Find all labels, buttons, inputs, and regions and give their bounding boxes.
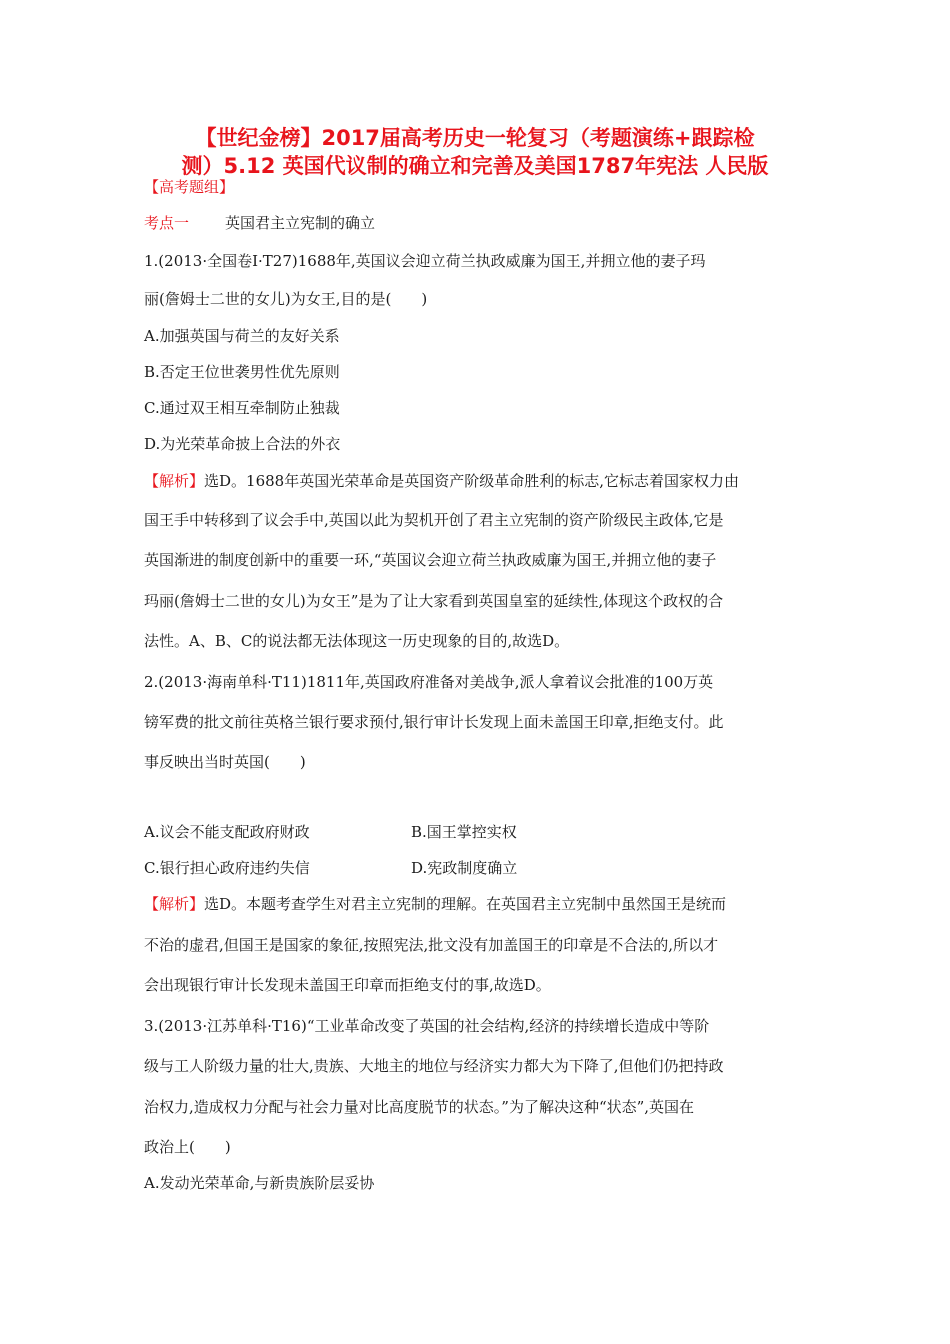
q3-stem-line-1: 3.(2013·江苏单科·T16)“工业革命改变了英国的社会结构,经济的持续增长造成中等阶 (144, 1017, 710, 1035)
q2-stem-line-2: 镑军费的批文前往英格兰银行要求预付,银行审计长发现上面未盖国王印章,拒绝支付。此 (144, 713, 724, 731)
a2-line-1 (144, 893, 726, 914)
q2-option-d: D.宪政制度确立 (411, 859, 518, 877)
analysis-tag: 【解析】 (144, 895, 205, 913)
a1-line-2: 国王手中转移到了议会手中,英国以此为契机开创了君主立宪制的资产阶级民主政体,它是 (144, 511, 724, 529)
q2-option-b: B.国王掌控实权 (411, 823, 517, 841)
section-heading: 【高考题组】 (144, 178, 235, 196)
q2-stem-line-1: 2.(2013·海南单科·T11)1811年,英国政府准备对美战争,派人拿着议会批准的100万英 (144, 673, 714, 691)
a2-text: 选D。本题考查学生对君主立宪制的理解。在英国君主立宪制中虽然国王是统而 (204, 895, 727, 913)
a1-line-3: 英国渐进的制度创新中的重要一环,“英国议会迎立荷兰执政威廉为国王,并拥立他的妻子 (144, 551, 717, 569)
title-line-1: 【世纪金榜】2017届高考历史一轮复习（考题演练+跟踪检 (195, 126, 755, 150)
q1-option-c: C.通过双王相互牵制防止独裁 (144, 399, 340, 417)
a1-line-4: 玛丽(詹姆士二世的女儿)为女王”是为了让大家看到英国皇室的延续性,体现这个政权的合 (144, 592, 724, 610)
q2-option-c: C.银行担心政府违约失信 (144, 859, 310, 877)
q1-stem-line-2: 丽(詹姆士二世的女儿)为女王,目的是( ) (144, 290, 428, 308)
q3-option-a: A.发动光荣革命,与新贵族阶层妥协 (144, 1174, 375, 1192)
a1-text: 选D。1688年英国光荣革命是英国资产阶级革命胜利的标志,它标志着国家权力由 (204, 472, 739, 490)
a2-line-2: 不治的虚君,但国王是国家的象征,按照宪法,批文没有加盖国王的印章是不合法的,所以才 (144, 936, 719, 954)
q1-option-a: A.加强英国与荷兰的友好关系 (144, 327, 340, 345)
title-line-2: 测）5.12 英国代议制的确立和完善及美国1787年宪法 人民版 (181, 154, 769, 178)
q1-option-d: D.为光荣革命披上合法的外衣 (144, 435, 341, 453)
q1-option-b: B.否定王位世袭男性优先原则 (144, 363, 340, 381)
q1-stem-line-1: 1.(2013·全国卷Ⅰ·T27)1688年,英国议会迎立荷兰执政威廉为国王,并拥立他的妻子玛 (144, 252, 706, 270)
kaodian-text: 英国君主立宪制的确立 (225, 214, 376, 232)
a1-line-5: 法性。A、B、C的说法都无法体现这一历史现象的目的,故选D。 (144, 632, 570, 650)
q3-stem-line-3: 治权力,造成权力分配与社会力量对比高度脱节的状态。”为了解决这种“状态”,英国在 (144, 1098, 695, 1116)
q3-stem-line-4: 政治上( ) (144, 1138, 231, 1156)
document-title (120, 124, 830, 180)
a2-line-3: 会出现银行审计长发现未盖国王印章而拒绝支付的事,故选D。 (144, 976, 551, 994)
q2-stem-line-3: 事反映出当时英国( ) (144, 753, 306, 771)
kaodian-label: 考点一 (144, 214, 190, 232)
a1-line-1 (144, 470, 739, 491)
q2-option-a: A.议会不能支配政府财政 (144, 823, 310, 841)
analysis-tag: 【解析】 (144, 472, 205, 490)
q3-stem-line-2: 级与工人阶级力量的壮大,贵族、大地主的地位与经济实力都大为下降了,但他们仍把持政 (144, 1057, 724, 1075)
kaodian-row (144, 212, 375, 233)
